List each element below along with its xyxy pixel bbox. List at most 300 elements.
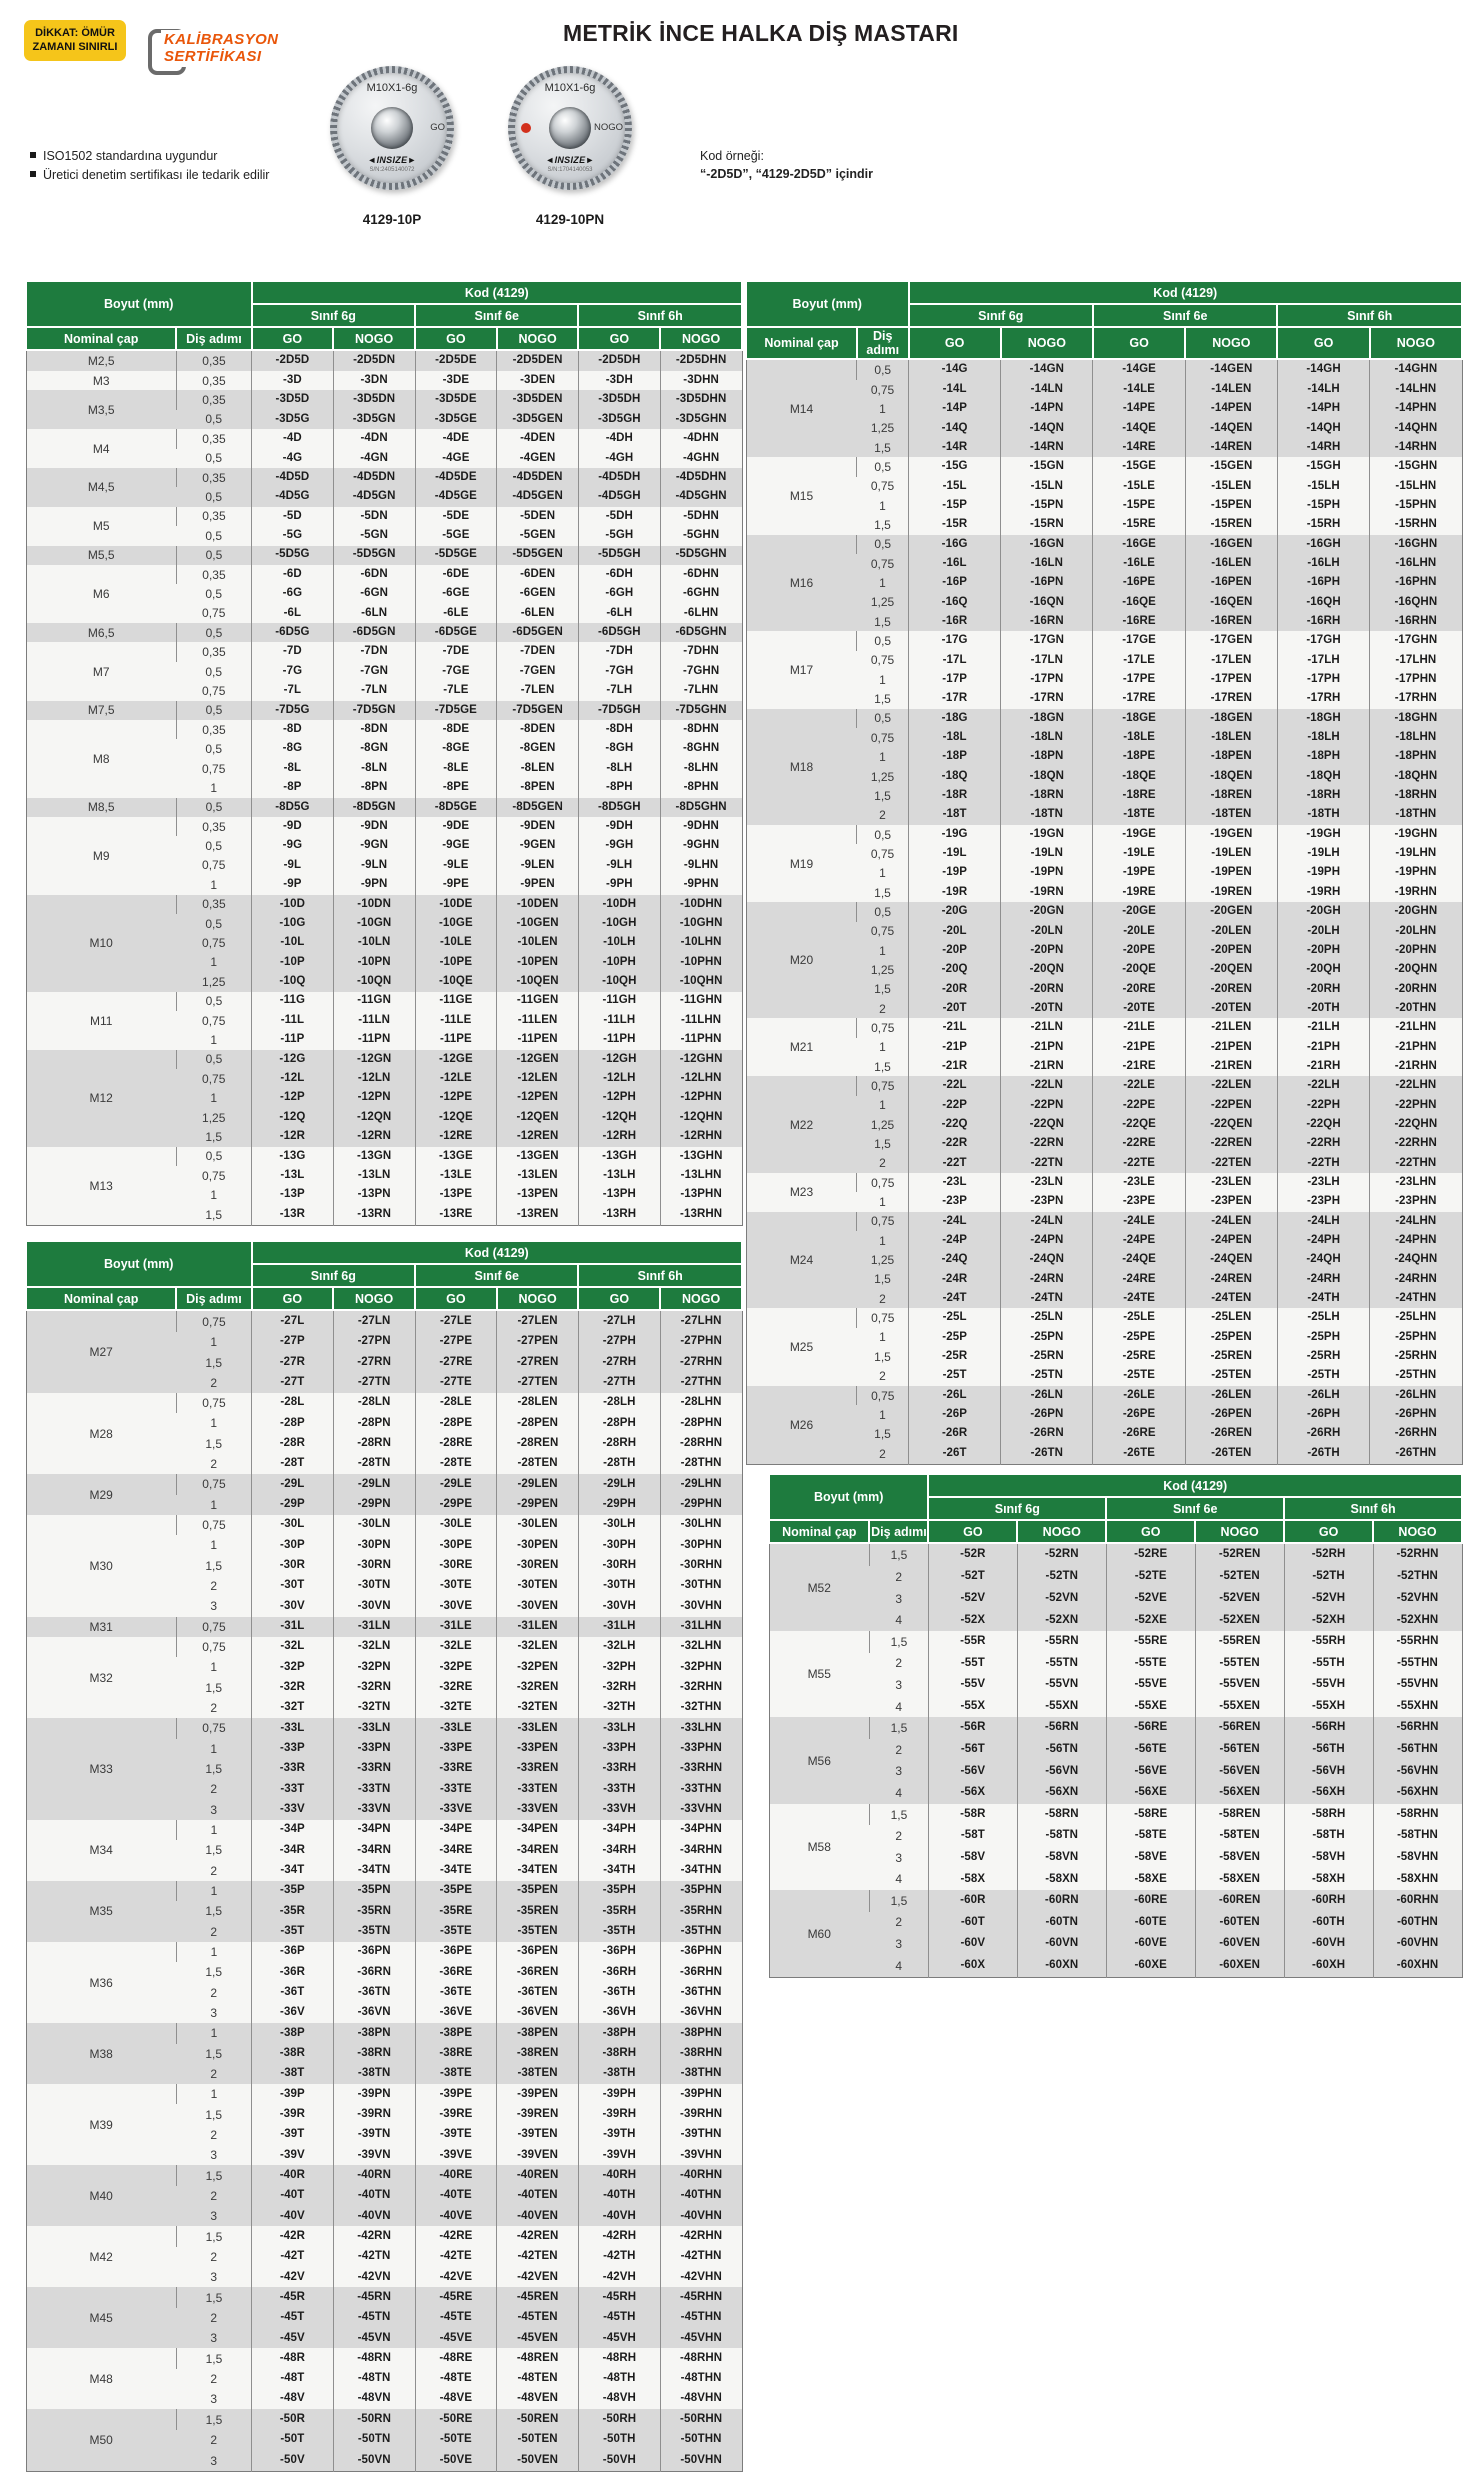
gauge-code-cell: -45VHN: [660, 2328, 742, 2348]
gauge-code-cell: -26RN: [1001, 1425, 1093, 1444]
nominal-size-cell: M32: [26, 1637, 176, 1718]
gauge-code-cell: -6LH: [578, 604, 660, 623]
gauge-code-cell: -34PHN: [660, 1820, 742, 1840]
pitch-cell: 1,5: [857, 1057, 909, 1076]
gauge-code-cell: -50REN: [497, 2409, 579, 2429]
calibration-certificate-logo: [148, 26, 338, 70]
gauge-code-cell: -36PHN: [660, 1942, 742, 1962]
gauge-code-cell: -8D5GE: [415, 798, 497, 817]
gauge-code-cell: -3DHN: [660, 371, 742, 390]
gauge-code-cell: -15LE: [1093, 477, 1185, 496]
gauge-code-cell: -30V: [252, 1596, 334, 1616]
gauge-code-cell: -20GEN: [1185, 902, 1277, 921]
gauge-code-cell: -39TH: [578, 2125, 660, 2145]
gauge-code-cell: -42TEN: [497, 2247, 579, 2267]
nominal-size-cell: M25: [746, 1308, 857, 1385]
gauge-code-cell: -16LHN: [1370, 554, 1462, 573]
gauge-code-cell: -23LN: [1001, 1173, 1093, 1192]
gauge-code-cell: -22TEN: [1185, 1154, 1277, 1173]
gauge-code-cell: -40RHN: [660, 2165, 742, 2185]
gauge-code-cell: -6LE: [415, 604, 497, 623]
gauge-code-cell: -4D5G: [252, 487, 334, 506]
gauge-code-cell: -6DE: [415, 565, 497, 584]
gauge-code-cell: -38TE: [415, 2064, 497, 2084]
gauge-code-cell: -56R: [928, 1717, 1017, 1739]
gauge-code-cell: -34P: [252, 1820, 334, 1840]
table-row: [26, 701, 742, 720]
gauge-code-cell: -39RHN: [660, 2104, 742, 2124]
gauge-code-cell: -4D5DE: [415, 468, 497, 487]
gauge-code-cell: -30VE: [415, 1596, 497, 1616]
nominal-size-cell: M8,5: [26, 798, 176, 817]
gauge-code-cell: -26RH: [1277, 1425, 1369, 1444]
gauge-code-cell: -6GEN: [497, 584, 579, 603]
gauge-code-cell: -34TH: [578, 1861, 660, 1881]
gauge-code-cell: -22RE: [1093, 1134, 1185, 1153]
gauge-code-cell: -28LE: [415, 1393, 497, 1413]
gauge-code-cell: -15GEN: [1185, 457, 1277, 476]
gauge-code-cell: -10DHN: [660, 895, 742, 914]
gauge-code-cell: -50RH: [578, 2409, 660, 2429]
gauge-code-cell: -36P: [252, 1942, 334, 1962]
gauge-code-cell: -22TH: [1277, 1154, 1369, 1173]
gauge-code-cell: -14LHN: [1370, 380, 1462, 399]
gauge-code-cell: -50VN: [333, 2450, 415, 2471]
table-row: [26, 720, 742, 739]
table-row: [746, 1386, 1462, 1405]
gauge-code-cell: -12G: [252, 1050, 334, 1069]
gauge-code-cell: -20PE: [1093, 941, 1185, 960]
nominal-size-cell: M16: [746, 535, 857, 632]
pitch-cell: 1,25: [857, 960, 909, 979]
pitch-cell: 3: [176, 2003, 251, 2023]
gauge-code-cell: -2D5D: [252, 350, 334, 371]
gauge-code-cell: -45RH: [578, 2287, 660, 2307]
gauge-code-cell: -30PH: [578, 1535, 660, 1555]
pitch-cell: 1,25: [857, 593, 909, 612]
gauge-code-cell: -4DHN: [660, 429, 742, 448]
gauge-code-cell: -30VEN: [497, 1596, 579, 1616]
gauge-code-cell: -19LEN: [1185, 844, 1277, 863]
pitch-cell: 2: [176, 1779, 251, 1799]
gauge-code-cell: -28LN: [333, 1393, 415, 1413]
gauge-code-cell: -45RN: [333, 2287, 415, 2307]
gauge-code-cell: -19R: [909, 883, 1001, 902]
gauge-code-cell: -20LN: [1001, 922, 1093, 941]
gauge-code-cell: -16QEN: [1185, 593, 1277, 612]
gauge-code-cell: -25PHN: [1370, 1328, 1462, 1347]
gauge-code-cell: -25PE: [1093, 1328, 1185, 1347]
gauge-code-cell: -39RN: [333, 2104, 415, 2124]
nominal-size-cell: M35: [26, 1881, 176, 1942]
pitch-cell: 0,5: [857, 457, 909, 476]
gauge-code-cell: -24TN: [1001, 1289, 1093, 1308]
gauge-code-cell: -6D5GE: [415, 623, 497, 642]
gauge-code-cell: -9D: [252, 817, 334, 836]
header-nogo: NOGO: [660, 327, 742, 350]
header-sinif: Sınıf 6e: [415, 1264, 578, 1287]
gauge-code-cell: -56THN: [1373, 1739, 1462, 1761]
gauge-code-cell: -9LN: [333, 856, 415, 875]
pitch-cell: 3: [869, 1847, 928, 1869]
gauge-code-cell: -27RN: [333, 1352, 415, 1372]
pitch-cell: 0,75: [857, 922, 909, 941]
gauge-code-cell: -9PE: [415, 875, 497, 894]
gauge-code-cell: -48V: [252, 2389, 334, 2409]
gauge-code-cell: -18QN: [1001, 767, 1093, 786]
gauge-code-cell: -30L: [252, 1515, 334, 1535]
gauge-code-cell: -48T: [252, 2369, 334, 2389]
gauge-code-cell: -27LN: [333, 1310, 415, 1332]
gauge-code-cell: -35TH: [578, 1922, 660, 1942]
gauge-code-cell: -52VEN: [1195, 1588, 1284, 1610]
gauge-code-cell: -25LEN: [1185, 1308, 1277, 1327]
gauge-code-cell: -55XN: [1017, 1696, 1106, 1718]
pitch-cell: 0,75: [857, 1076, 909, 1095]
gauge-code-cell: -20T: [909, 999, 1001, 1018]
gauge-code-cell: -9GE: [415, 836, 497, 855]
gauge-code-cell: -33RN: [333, 1759, 415, 1779]
gauge-code-cell: -33VE: [415, 1800, 497, 1820]
gauge-code-cell: -17LH: [1277, 651, 1369, 670]
gauge-code-cell: -8GE: [415, 739, 497, 758]
gauge-code-cell: -20RE: [1093, 980, 1185, 999]
gauge-code-cell: -55RH: [1284, 1631, 1373, 1653]
gauge-code-cell: -21L: [909, 1018, 1001, 1037]
gauge-code-cell: -12Q: [252, 1108, 334, 1127]
table-row: [769, 1610, 1462, 1632]
gauge-code-cell: -30TN: [333, 1576, 415, 1596]
pitch-cell: 0,5: [857, 902, 909, 921]
table-row: [769, 1782, 1462, 1804]
gauge-code-cell: -19GE: [1093, 825, 1185, 844]
pitch-cell: 1,5: [176, 1962, 251, 1982]
header-kod: Kod (4129): [928, 1474, 1462, 1497]
pitch-cell: 1,5: [176, 1759, 251, 1779]
gauge-code-cell: -24TE: [1093, 1289, 1185, 1308]
gauge-code-cell: -12LEN: [497, 1069, 579, 1088]
gauge-code-cell: -4DE: [415, 429, 497, 448]
gauge-code-cell: -21RHN: [1370, 1057, 1462, 1076]
pitch-cell: 3: [176, 2267, 251, 2287]
gauge-code-cell: -25RH: [1277, 1347, 1369, 1366]
gauge-code-cell: -18PH: [1277, 747, 1369, 766]
gauge-code-cell: -19LN: [1001, 844, 1093, 863]
gauge-code-cell: -12RN: [333, 1127, 415, 1146]
gauge-code-cell: -35T: [252, 1922, 334, 1942]
gauge-code-cell: -36PEN: [497, 1942, 579, 1962]
gauge-code-cell: -18LN: [1001, 728, 1093, 747]
square-bullet-icon: [30, 171, 36, 177]
gauge-code-cell: -52T: [928, 1566, 1017, 1588]
gauge-code-cell: -23PH: [1277, 1192, 1369, 1211]
ring-marking: M10X1-6g: [544, 82, 596, 94]
gauge-code-cell: -42RH: [578, 2226, 660, 2246]
pitch-cell: 1,5: [176, 1434, 251, 1454]
gauge-code-cell: -38THN: [660, 2064, 742, 2084]
gauge-code-cell: -60VE: [1106, 1933, 1195, 1955]
gauge-code-cell: -27PHN: [660, 1332, 742, 1352]
gauge-code-cell: -19PE: [1093, 864, 1185, 883]
bullet-text: Üretici denetim sertifikası ile tedarik edilir: [43, 168, 270, 182]
gauge-code-cell: -32THN: [660, 1698, 742, 1718]
gauge-code-cell: -60VHN: [1373, 1933, 1462, 1955]
gauge-code-cell: -24QEN: [1185, 1250, 1277, 1269]
gauge-code-cell: -10DN: [333, 895, 415, 914]
table-row: [26, 1393, 742, 1413]
header-go: GO: [928, 1520, 1017, 1543]
gauge-code-cell: -21P: [909, 1038, 1001, 1057]
pitch-cell: 3: [869, 1588, 928, 1610]
gauge-code-cell: -39TEN: [497, 2125, 579, 2145]
pitch-cell: 1: [857, 1328, 909, 1347]
header-sinif: Sınıf 6g: [928, 1497, 1106, 1520]
gauge-code-cell: -4D5DN: [333, 468, 415, 487]
gauge-code-cell: -45VN: [333, 2328, 415, 2348]
gauge-code-cell: -18GHN: [1370, 709, 1462, 728]
gauge-code-cell: -11GEN: [497, 992, 579, 1011]
gauge-code-cell: -18G: [909, 709, 1001, 728]
gauge-code-cell: -14RN: [1001, 438, 1093, 457]
gauge-code-cell: -27RH: [578, 1352, 660, 1372]
pitch-cell: 2: [176, 2430, 251, 2450]
gauge-code-cell: -56REN: [1195, 1717, 1284, 1739]
gauge-code-cell: -20PN: [1001, 941, 1093, 960]
pitch-cell: 1,5: [176, 2104, 251, 2124]
gauge-code-cell: -55RE: [1106, 1631, 1195, 1653]
gauge-code-cell: -10PEN: [497, 953, 579, 972]
gauge-code-cell: -56VEN: [1195, 1761, 1284, 1783]
gauge-code-cell: -7D5GE: [415, 701, 497, 720]
gauge-code-cell: -13GEN: [497, 1147, 579, 1166]
gauge-code-cell: -36PH: [578, 1942, 660, 1962]
gauge-code-cell: -60TE: [1106, 1912, 1195, 1934]
gauge-code-cell: -38RE: [415, 2044, 497, 2064]
gauge-code-cell: -18QE: [1093, 767, 1185, 786]
gauge-code-cell: -10LEN: [497, 933, 579, 952]
gauge-code-cell: -18QEN: [1185, 767, 1277, 786]
gauge-code-cell: -9DN: [333, 817, 415, 836]
pitch-cell: 2: [176, 1373, 251, 1393]
pitch-cell: 1: [176, 2084, 251, 2104]
gauge-code-cell: -26TEN: [1185, 1444, 1277, 1465]
gauge-code-cell: -55V: [928, 1674, 1017, 1696]
gauge-code-cell: -33VN: [333, 1800, 415, 1820]
gauge-code-cell: -15PEN: [1185, 496, 1277, 515]
gauge-code-cell: -16PN: [1001, 573, 1093, 592]
gauge-code-cell: -22T: [909, 1154, 1001, 1173]
gauge-code-cell: -40RN: [333, 2165, 415, 2185]
gauge-code-cell: -19PN: [1001, 864, 1093, 883]
gauge-code-cell: -14PHN: [1370, 399, 1462, 418]
gauge-code-cell: -11PN: [333, 1030, 415, 1049]
gauge-code-cell: -16PEN: [1185, 573, 1277, 592]
gauge-code-cell: -11LN: [333, 1011, 415, 1030]
pitch-cell: 1,5: [857, 612, 909, 631]
gauge-code-cell: -52TEN: [1195, 1566, 1284, 1588]
header-nogo: NOGO: [497, 1287, 579, 1310]
pitch-cell: 0,35: [176, 642, 251, 661]
gauge-code-cell: -16REN: [1185, 612, 1277, 631]
gauge-code-cell: -30THN: [660, 1576, 742, 1596]
gauge-code-cell: -42TE: [415, 2247, 497, 2267]
gauge-code-cell: -22RH: [1277, 1134, 1369, 1153]
gauge-code-cell: -25R: [909, 1347, 1001, 1366]
gauge-code-cell: -26RHN: [1370, 1425, 1462, 1444]
gauge-code-cell: -4DN: [333, 429, 415, 448]
gauge-code-cell: -28PH: [578, 1413, 660, 1433]
gauge-code-cell: -4GHN: [660, 449, 742, 468]
gauge-code-cell: -17RN: [1001, 689, 1093, 708]
header-sinif: Sınıf 6g: [909, 304, 1093, 327]
gauge-code-cell: -26TN: [1001, 1444, 1093, 1465]
gauge-code-cell: -7GH: [578, 662, 660, 681]
gauge-code-cell: -45RE: [415, 2287, 497, 2307]
nominal-size-cell: M36: [26, 1942, 176, 2023]
gauge-code-cell: -5G: [252, 526, 334, 545]
gauge-code-cell: -26PE: [1093, 1405, 1185, 1424]
gauge-code-cell: -7GN: [333, 662, 415, 681]
gauge-code-cell: -39PH: [578, 2084, 660, 2104]
gauge-code-cell: -6D5G: [252, 623, 334, 642]
gauge-code-cell: -5DN: [333, 507, 415, 526]
header-boyut: Boyut (mm): [769, 1474, 928, 1520]
gauge-code-cell: -38PEN: [497, 2023, 579, 2043]
gauge-code-cell: -8LHN: [660, 759, 742, 778]
table-row: [746, 457, 1462, 476]
gauge-code-cell: -5D5GE: [415, 546, 497, 565]
pitch-cell: 0,75: [176, 1718, 251, 1738]
gauge-code-cell: -18RHN: [1370, 786, 1462, 805]
table-row: [26, 642, 742, 661]
pitch-cell: 1,25: [857, 419, 909, 438]
gauge-code-cell: -48VN: [333, 2389, 415, 2409]
gauge-code-cell: -36THN: [660, 1983, 742, 2003]
gauge-code-cell: -40REN: [497, 2165, 579, 2185]
pitch-cell: 2: [176, 2247, 251, 2267]
pitch-cell: 1: [857, 1231, 909, 1250]
pitch-cell: 1,5: [869, 1631, 928, 1653]
gauge-code-cell: -16L: [909, 554, 1001, 573]
gauge-code-cell: -21PN: [1001, 1038, 1093, 1057]
gauge-code-cell: -20QEN: [1185, 960, 1277, 979]
pitch-cell: 4: [869, 1696, 928, 1718]
gauge-code-cell: -39VE: [415, 2145, 497, 2165]
gauge-code-cell: -39PHN: [660, 2084, 742, 2104]
gauge-code-cell: -11GE: [415, 992, 497, 1011]
gauge-code-cell: -58RE: [1106, 1804, 1195, 1826]
gauge-code-cell: -58T: [928, 1825, 1017, 1847]
gauge-code-cell: -22L: [909, 1076, 1001, 1095]
table-row: [746, 902, 1462, 921]
gauge-code-cell: -18GEN: [1185, 709, 1277, 728]
gauge-code-cell: -45TEN: [497, 2308, 579, 2328]
gauge-code-cell: -48REN: [497, 2348, 579, 2368]
gauge-code-cell: -26PH: [1277, 1405, 1369, 1424]
gauge-code-cell: -48VE: [415, 2389, 497, 2409]
gauge-code-cell: -36VE: [415, 2003, 497, 2023]
pitch-cell: 3: [176, 2450, 251, 2471]
gauge-code-cell: -14Q: [909, 419, 1001, 438]
gauge-code-cell: -4DEN: [497, 429, 579, 448]
nominal-size-cell: M48: [26, 2348, 176, 2409]
gauge-code-cell: -32TN: [333, 1698, 415, 1718]
gauge-code-cell: -60XH: [1284, 1955, 1373, 1978]
pitch-cell: 1: [857, 864, 909, 883]
gauge-code-cell: -50VE: [415, 2450, 497, 2471]
gauge-code-cell: -10D: [252, 895, 334, 914]
header-nogo: NOGO: [1185, 327, 1277, 359]
gauge-code-cell: -28RH: [578, 1434, 660, 1454]
gauge-code-cell: -28TN: [333, 1454, 415, 1474]
gauge-code-cell: -30TEN: [497, 1576, 579, 1596]
pitch-cell: 1,25: [857, 767, 909, 786]
pitch-cell: 1,5: [176, 1205, 251, 1226]
ring-serial-number: S/N:2405140072: [369, 167, 415, 173]
header-kod: Kod (4129): [252, 281, 742, 304]
gauge-code-cell: -39TE: [415, 2125, 497, 2145]
ring-marking: M10X1-6g: [366, 82, 418, 94]
gauge-code-cell: -6D5GH: [578, 623, 660, 642]
gauge-code-cell: -13P: [252, 1185, 334, 1204]
nominal-size-cell: M5,5: [26, 546, 176, 565]
gauge-code-cell: -31LN: [333, 1617, 415, 1637]
gauge-code-cell: -33TH: [578, 1779, 660, 1799]
gauge-code-cell: -23PN: [1001, 1192, 1093, 1211]
pitch-cell: 1: [176, 1820, 251, 1840]
gauge-code-cell: -14P: [909, 399, 1001, 418]
gauge-code-cell: -19P: [909, 864, 1001, 883]
gauge-code-cell: -19RHN: [1370, 883, 1462, 902]
gauge-code-cell: -8DH: [578, 720, 660, 739]
gauge-code-cell: -7GEN: [497, 662, 579, 681]
pitch-cell: 1: [857, 1405, 909, 1424]
gauge-code-cell: -2D5DE: [415, 350, 497, 371]
gauge-code-cell: -13REN: [497, 1205, 579, 1226]
gauge-code-cell: -33PEN: [497, 1739, 579, 1759]
gauge-code-cell: -38T: [252, 2064, 334, 2084]
gauge-code-cell: -30PHN: [660, 1535, 742, 1555]
header-go: GO: [1106, 1520, 1195, 1543]
gauge-code-cell: -24QH: [1277, 1250, 1369, 1269]
gauge-code-cell: -52X: [928, 1610, 1017, 1632]
gauge-code-cell: -40RH: [578, 2165, 660, 2185]
gauge-code-cell: -5D5GHN: [660, 546, 742, 565]
gauge-code-cell: -28TH: [578, 1454, 660, 1474]
pitch-cell: 0,5: [857, 709, 909, 728]
gauge-code-cell: -45VH: [578, 2328, 660, 2348]
gauge-code-cell: -14QE: [1093, 419, 1185, 438]
gauge-code-cell: -56TEN: [1195, 1739, 1284, 1761]
gauge-code-cell: -33RH: [578, 1759, 660, 1779]
gauge-code-cell: -10PE: [415, 953, 497, 972]
gauge-code-cell: -30VN: [333, 1596, 415, 1616]
gauge-code-cell: -56V: [928, 1761, 1017, 1783]
gauge-code-cell: -52TH: [1284, 1566, 1373, 1588]
gauge-code-cell: -24QN: [1001, 1250, 1093, 1269]
gauge-code-cell: -52VE: [1106, 1588, 1195, 1610]
gauge-code-cell: -7D5GH: [578, 701, 660, 720]
pitch-cell: 1,25: [857, 1250, 909, 1269]
gauge-code-cell: -56TE: [1106, 1739, 1195, 1761]
gauge-code-cell: -60R: [928, 1890, 1017, 1912]
gauge-code-cell: -32T: [252, 1698, 334, 1718]
gauge-code-cell: -3D5DEN: [497, 390, 579, 409]
table-wrapper-m27-m50: [25, 1240, 743, 2472]
gauge-code-cell: -58TH: [1284, 1825, 1373, 1847]
gauge-code-cell: -55R: [928, 1631, 1017, 1653]
gauge-code-cell: -24RE: [1093, 1270, 1185, 1289]
